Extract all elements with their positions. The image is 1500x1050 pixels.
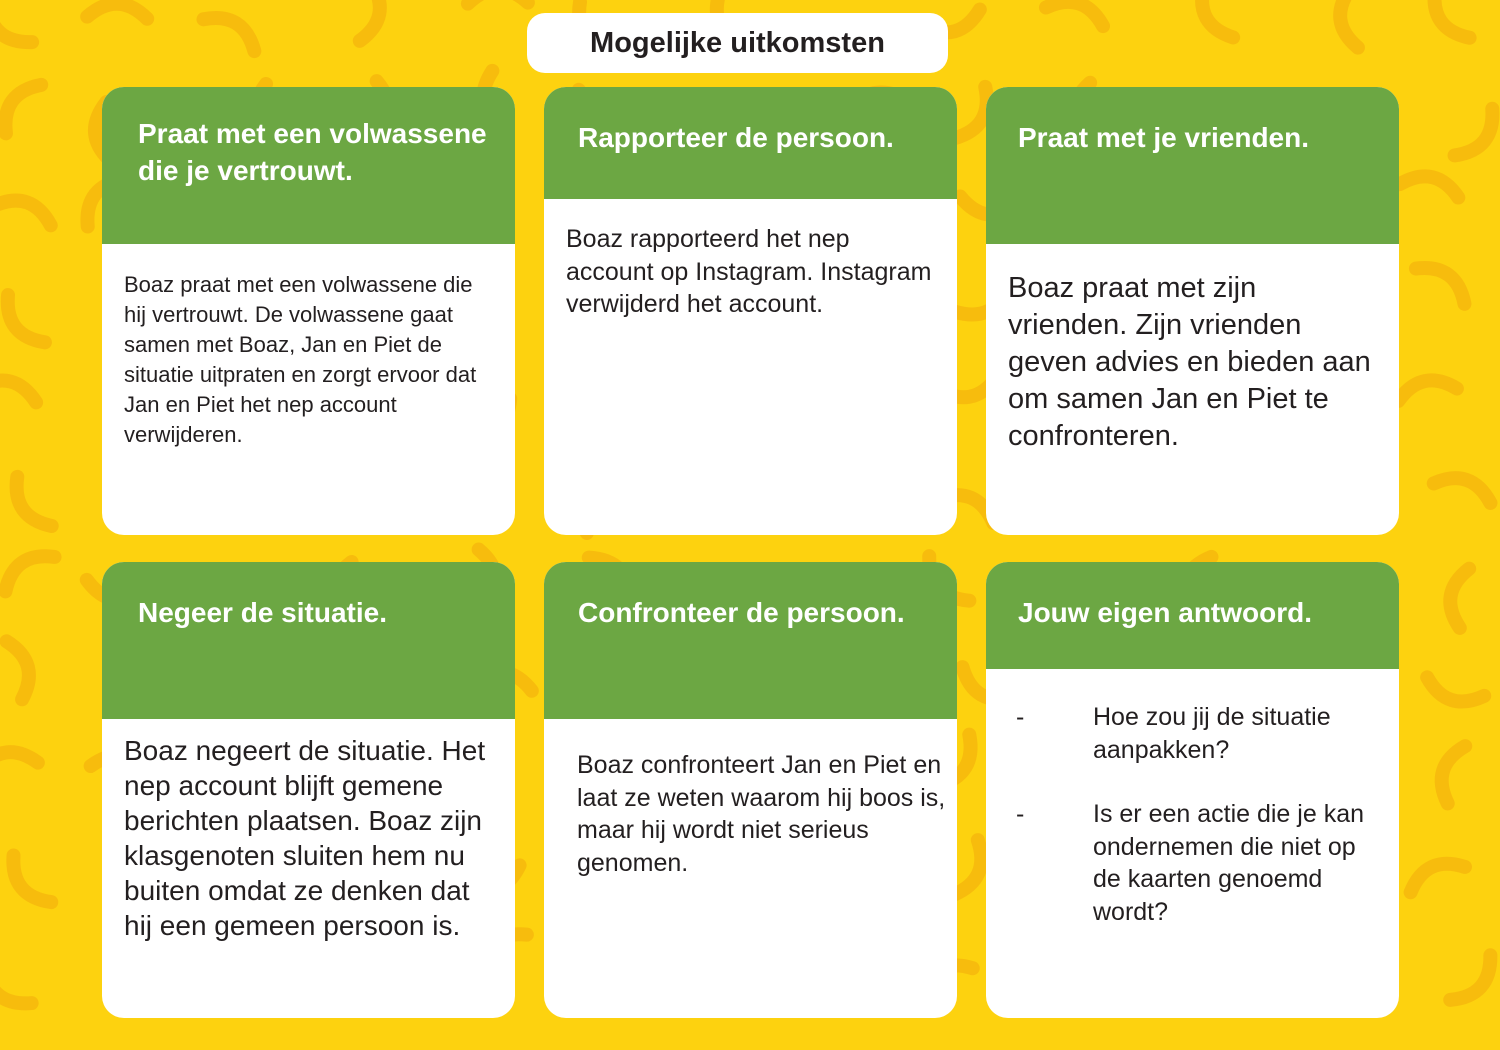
card-title: Praat met een volwassene die je vertrouwt. xyxy=(102,87,515,244)
question-text: Is er een actie die je kan ondernemen die niet op de kaarten genoemd wordt? xyxy=(1093,800,1364,926)
banana-icon xyxy=(1416,257,1473,304)
outcome-card-confront xyxy=(544,562,957,1018)
outcome-card-own-answer xyxy=(986,562,1399,1018)
card-title: Confronteer de persoon. xyxy=(544,562,957,719)
banana-icon xyxy=(0,295,45,351)
card-body: Boaz praat met zijn vrienden. Zijn vrienden geven advies en bieden aan om samen Jan en Piet te confronteren. xyxy=(1008,272,1371,452)
question-item xyxy=(1016,701,1383,766)
banana-icon xyxy=(6,477,52,534)
banana-icon xyxy=(1400,170,1462,197)
list-dash: - xyxy=(1016,703,1025,731)
card-body: Boaz negeert de situatie. Het nep account blijft gemene berichten plaatsen. Boaz zijn klasgenoten sluiten hem nu buiten omdat ze denken dat hij een gemeen persoon is. xyxy=(124,735,486,941)
outcome-card-report xyxy=(544,87,957,535)
banana-icon xyxy=(1434,470,1495,503)
banana-icon xyxy=(1446,566,1469,627)
banana-icon xyxy=(1424,0,1470,46)
card-title: Jouw eigen antwoord. xyxy=(986,562,1399,669)
card-body: Boaz rapporteerd het nep account op Instagram. Instagram verwijderd het account. xyxy=(566,225,932,318)
banana-icon xyxy=(7,638,36,700)
outcome-card-trusted-adult xyxy=(102,87,515,535)
card-title: Negeer de situatie. xyxy=(102,562,515,719)
card-title: Praat met je vrienden. xyxy=(986,87,1399,244)
banana-icon xyxy=(1046,0,1107,26)
banana-icon xyxy=(953,840,990,901)
card-body: Boaz praat met een volwassene die hij vertrouwt. De volwassene gaat samen met Boaz, Jan en Piet de situatie uitpraten en zorgt ervoor dat Jan en Piet het nep account verwijderen. xyxy=(124,272,477,447)
card-title: Rapporteer de persoon. xyxy=(544,87,957,199)
banana-icon xyxy=(1405,854,1465,892)
banana-icon xyxy=(468,0,528,4)
banana-icon xyxy=(0,3,32,53)
banana-icon xyxy=(0,193,55,226)
banana-icon xyxy=(0,749,38,770)
banana-icon xyxy=(0,546,55,592)
question-text: Hoe zou jij de situatie aanpakken? xyxy=(1093,703,1331,764)
banana-icon xyxy=(1395,375,1457,401)
list-dash: - xyxy=(1016,800,1025,828)
card-body: Boaz confronteert Jan en Piet en laat ze weten waarom hij boos is, maar hij wordt niet serieus genomen. xyxy=(577,751,946,877)
banana-icon xyxy=(1423,677,1484,709)
banana-icon xyxy=(1192,0,1233,44)
banana-icon xyxy=(203,7,261,51)
outcome-card-friends xyxy=(986,87,1399,535)
banana-icon xyxy=(1434,742,1465,803)
page-title: Mogelijke uitkomsten xyxy=(527,13,948,73)
banana-icon xyxy=(1337,0,1358,49)
banana-icon xyxy=(0,966,32,1014)
outcome-card-ignore xyxy=(102,562,515,1018)
card-body xyxy=(986,669,1399,928)
banana-icon xyxy=(3,855,52,910)
banana-icon xyxy=(0,77,41,134)
banana-icon xyxy=(1455,109,1500,164)
banana-icon xyxy=(360,0,385,44)
banana-icon xyxy=(1450,955,1500,1009)
question-item xyxy=(1016,798,1383,928)
banana-icon xyxy=(87,3,147,19)
banana-icon xyxy=(0,374,39,402)
